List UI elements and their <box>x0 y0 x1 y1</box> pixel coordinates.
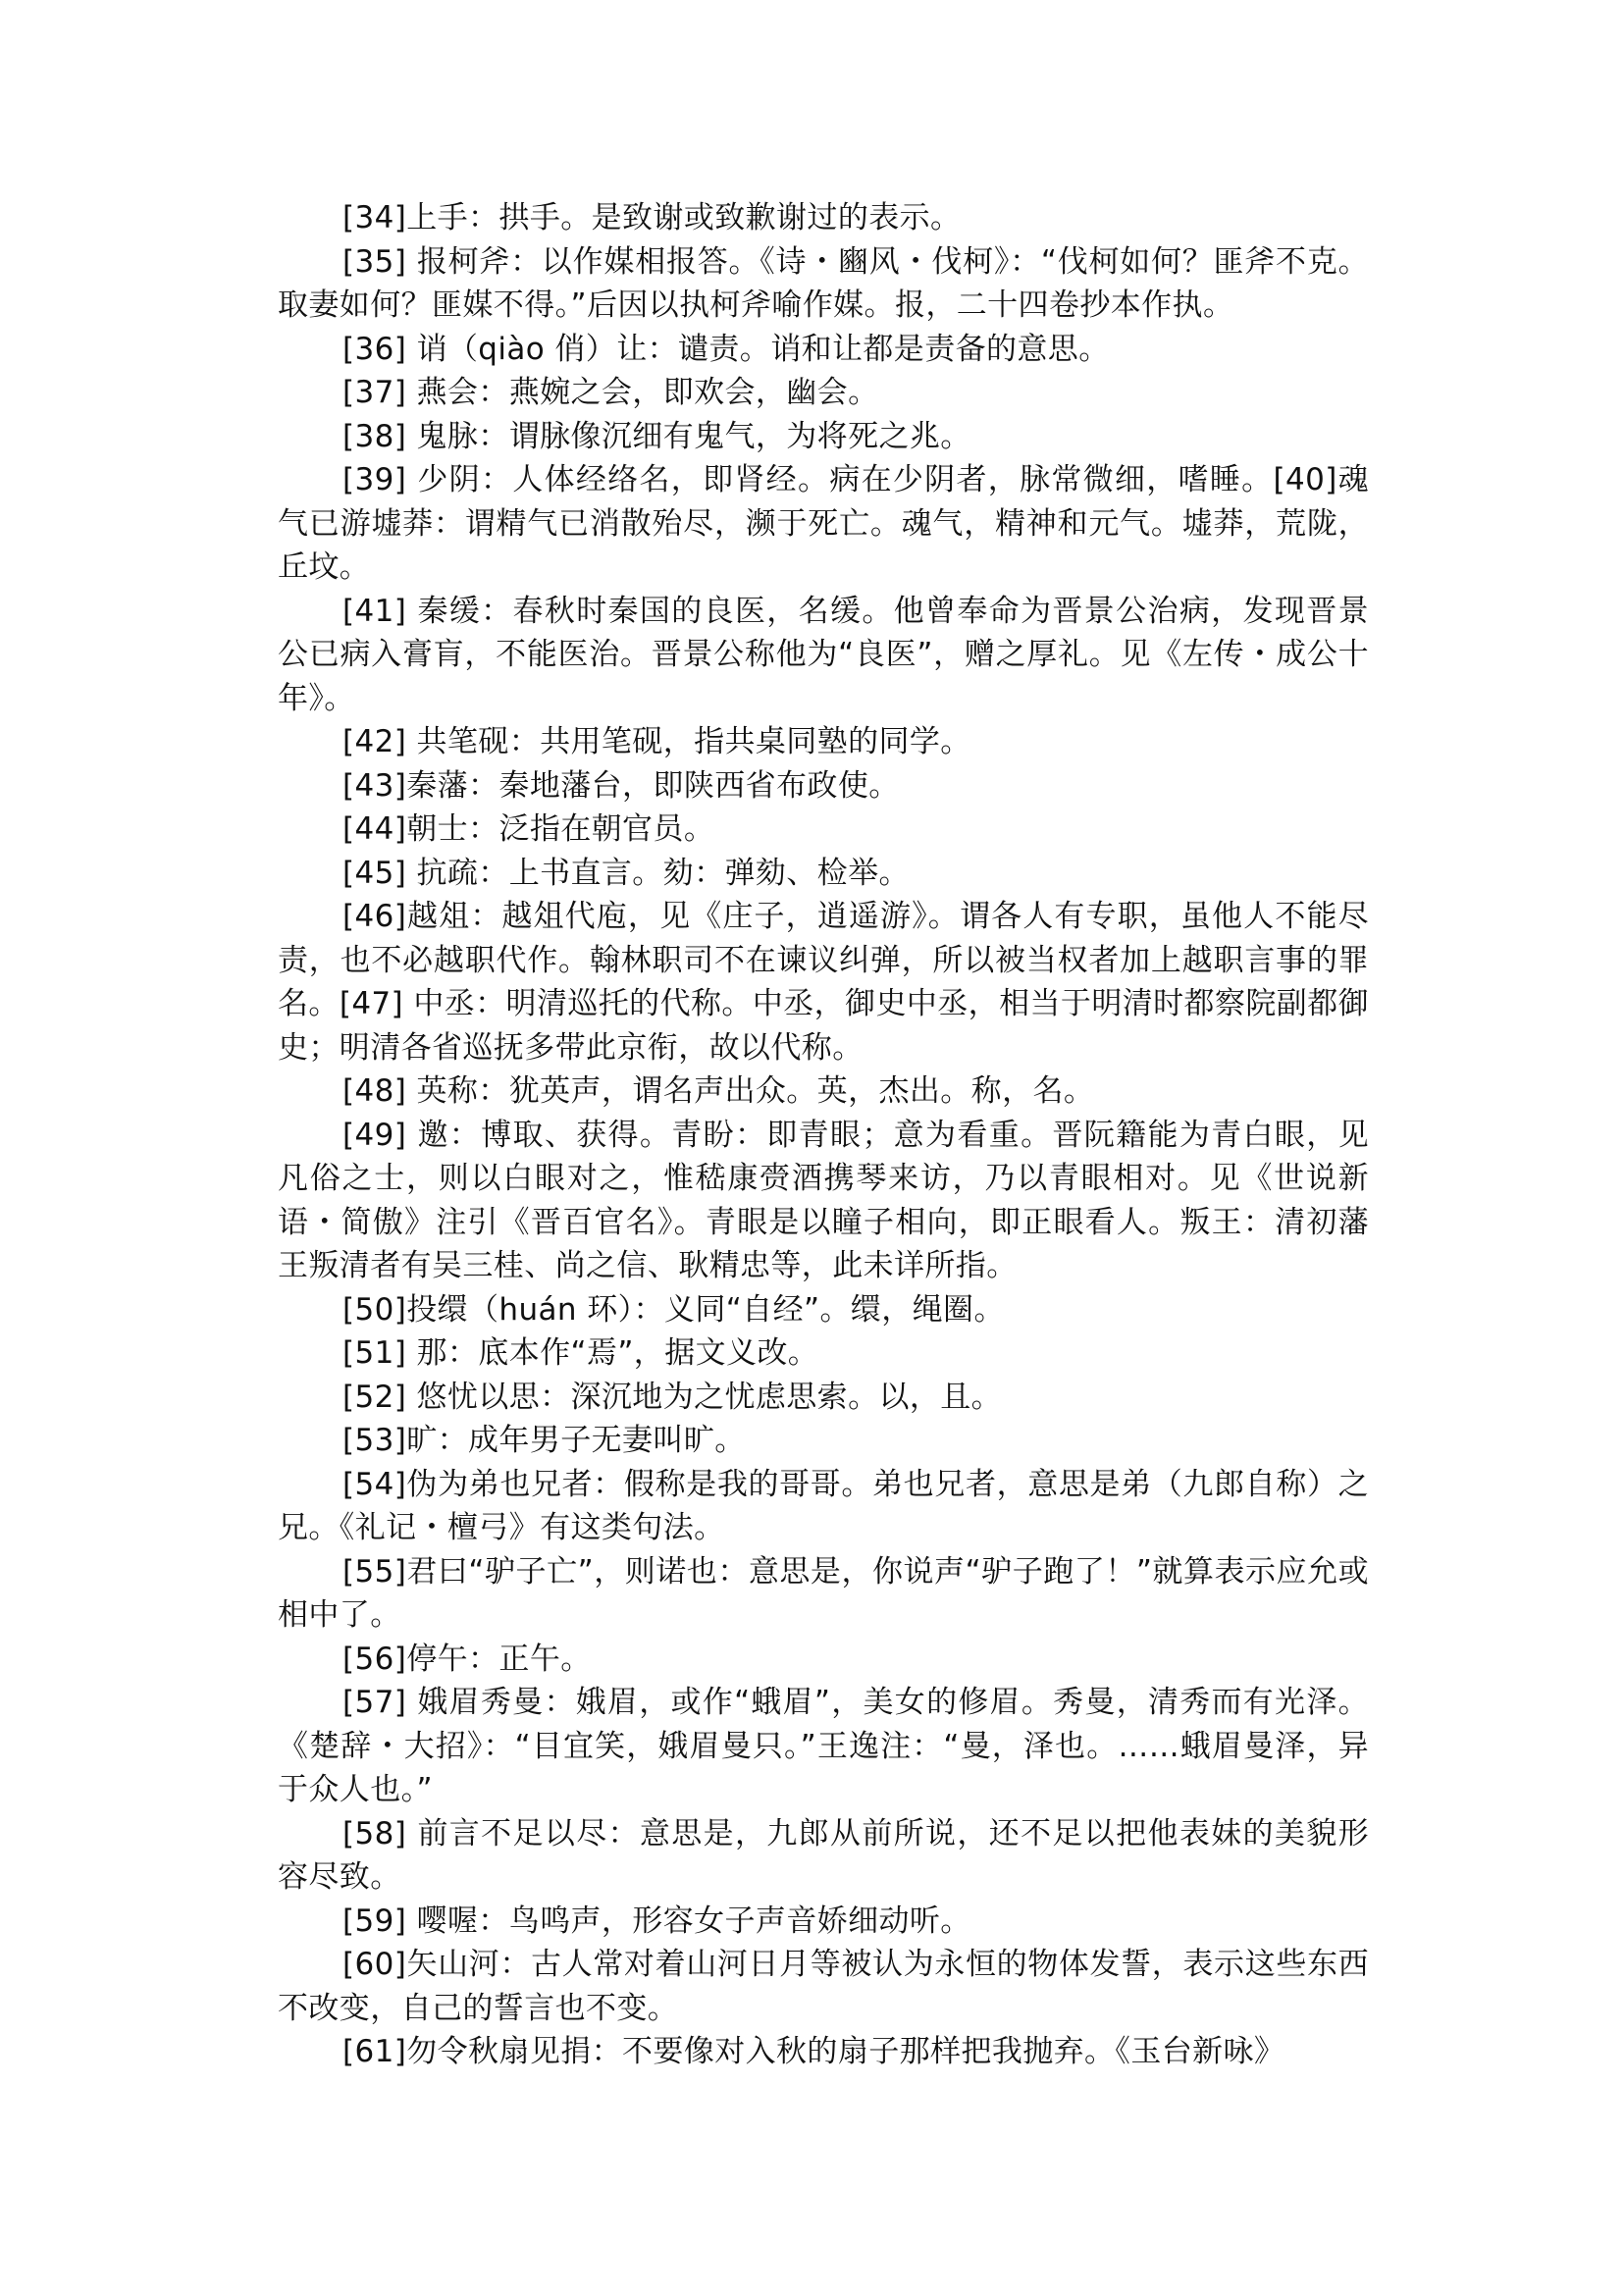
note-46-47: [46]越俎：越俎代庖，见《庄子，逍遥游》。谓各人有专职，虽他人不能尽责，也不必越职代作。翰林职司不在谏议纠弹，所以被当权者加上越职言事的罪名。[47] 中丞：明清巡托的代称。中丞，御史中丞，相当于明清时都察院副都御史；明清各省巡抚多带此京衔，故以代称。 <box>278 899 1369 1066</box>
note-54: [54]伪为弟也兄者：假称是我的哥哥。弟也兄者，意思是弟（九郎自称）之兄。《礼记・檀弓》有这类句法。 <box>278 1466 1369 1545</box>
note-38: [38] 鬼脉：谓脉像沉细有鬼气，为将死之兆。 <box>342 418 971 454</box>
note-39-40: [39] 少阴：人体经络名，即肾经。病在少阴者，脉常微细，嗜睡。[40]魂气已游墟莽：谓精气已消散殆尽，濒于死亡。魂气，精神和元气。墟莽，荒陇，丘坟。 <box>278 462 1369 585</box>
note-59: [59] 嘤喔：鸟鸣声，形容女子声音娇细动听。 <box>342 1903 971 1939</box>
note-37: [37] 燕会：燕婉之会，即欢会，幽会。 <box>342 375 879 410</box>
note-44: [44]朝士：泛指在朝官员。 <box>342 811 715 847</box>
note-60: [60]矢山河：古人常对着山河日月等被认为永恒的物体发誓，表示这些东西不改变，自己的誓言也不变。 <box>278 1947 1369 2026</box>
note-58: [58] 前言不足以尽：意思是，九郎从前所说，还不足以把他表妹的美貌形容尽致。 <box>278 1815 1369 1895</box>
note-57: [57] 娥眉秀曼：娥眉，或作“蛾眉”，美女的修眉。秀曼，清秀而有光泽。《楚辞・大招》：“目宜笑，娥眉曼只。”王逸注：“曼，泽也。……蛾眉曼泽，异于众人也。” <box>278 1685 1369 1807</box>
note-52: [52] 悠忧以思：深沉地为之忧虑思索。以，且。 <box>342 1379 1003 1415</box>
note-36: [36] 诮（qiào 俏）让：谴责。诮和让都是责备的意思。 <box>342 331 1110 367</box>
note-41: [41] 秦缓：春秋时秦国的良医，名缓。他曾奉命为晋景公治病，发现晋景公已病入膏肓，不能医治。晋景公称他为“良医”，赠之厚礼。见《左传・成公十年》。 <box>278 593 1369 716</box>
note-34: [34]上手：拱手。是致谢或致歉谢过的表示。 <box>342 200 962 235</box>
note-48: [48] 英称：犹英声，谓名声出众。英，杰出。称，名。 <box>342 1073 1095 1109</box>
note-35: [35] 报柯斧：以作媒相报答。《诗・豳风・伐柯》：“伐柯如何？匪斧不克。取妻如何？匪媒不得。”后因以执柯斧喻作媒。报，二十四卷抄本作执。 <box>278 243 1369 323</box>
note-49: [49] 邀：博取、获得。青盼：即青眼；意为看重。晋阮籍能为青白眼，见凡俗之士，则以白眼对之，惟嵇康赍酒携琴来访，乃以青眼相对。见《世说新语・简傲》注引《晋百官名》。青眼是以瞳子相向，即正眼看人。叛王：清初藩王叛清者有吴三桂、尚之信、耿精忠等，此未详所指。 <box>278 1117 1369 1283</box>
note-61: [61]勿令秋扇见捐：不要像对入秋的扇子那样把我抛弃。《玉台新咏》 <box>342 2034 1285 2069</box>
note-43: [43]秦藩：秦地藩台，即陕西省布政使。 <box>342 767 900 804</box>
annotation-page <box>278 196 1369 2074</box>
note-53: [53]旷：成年男子无妻叫旷。 <box>342 1423 746 1458</box>
note-51: [51] 那：底本作“焉”，据文义改。 <box>342 1335 819 1371</box>
note-50: [50]投缳（huán 环）：义同“自经”。缳，绳圈。 <box>342 1291 1005 1328</box>
note-55: [55]君曰“驴子亡”，则诺也：意思是，你说声“驴子跑了！”就算表示应允或相中了。 <box>278 1553 1369 1633</box>
note-45: [45] 抗疏：上书直言。劾：弹劾、检举。 <box>342 855 910 891</box>
note-56: [56]停午：正午。 <box>342 1641 592 1677</box>
note-42: [42] 共笔砚：共用笔砚，指共桌同塾的同学。 <box>342 724 971 759</box>
